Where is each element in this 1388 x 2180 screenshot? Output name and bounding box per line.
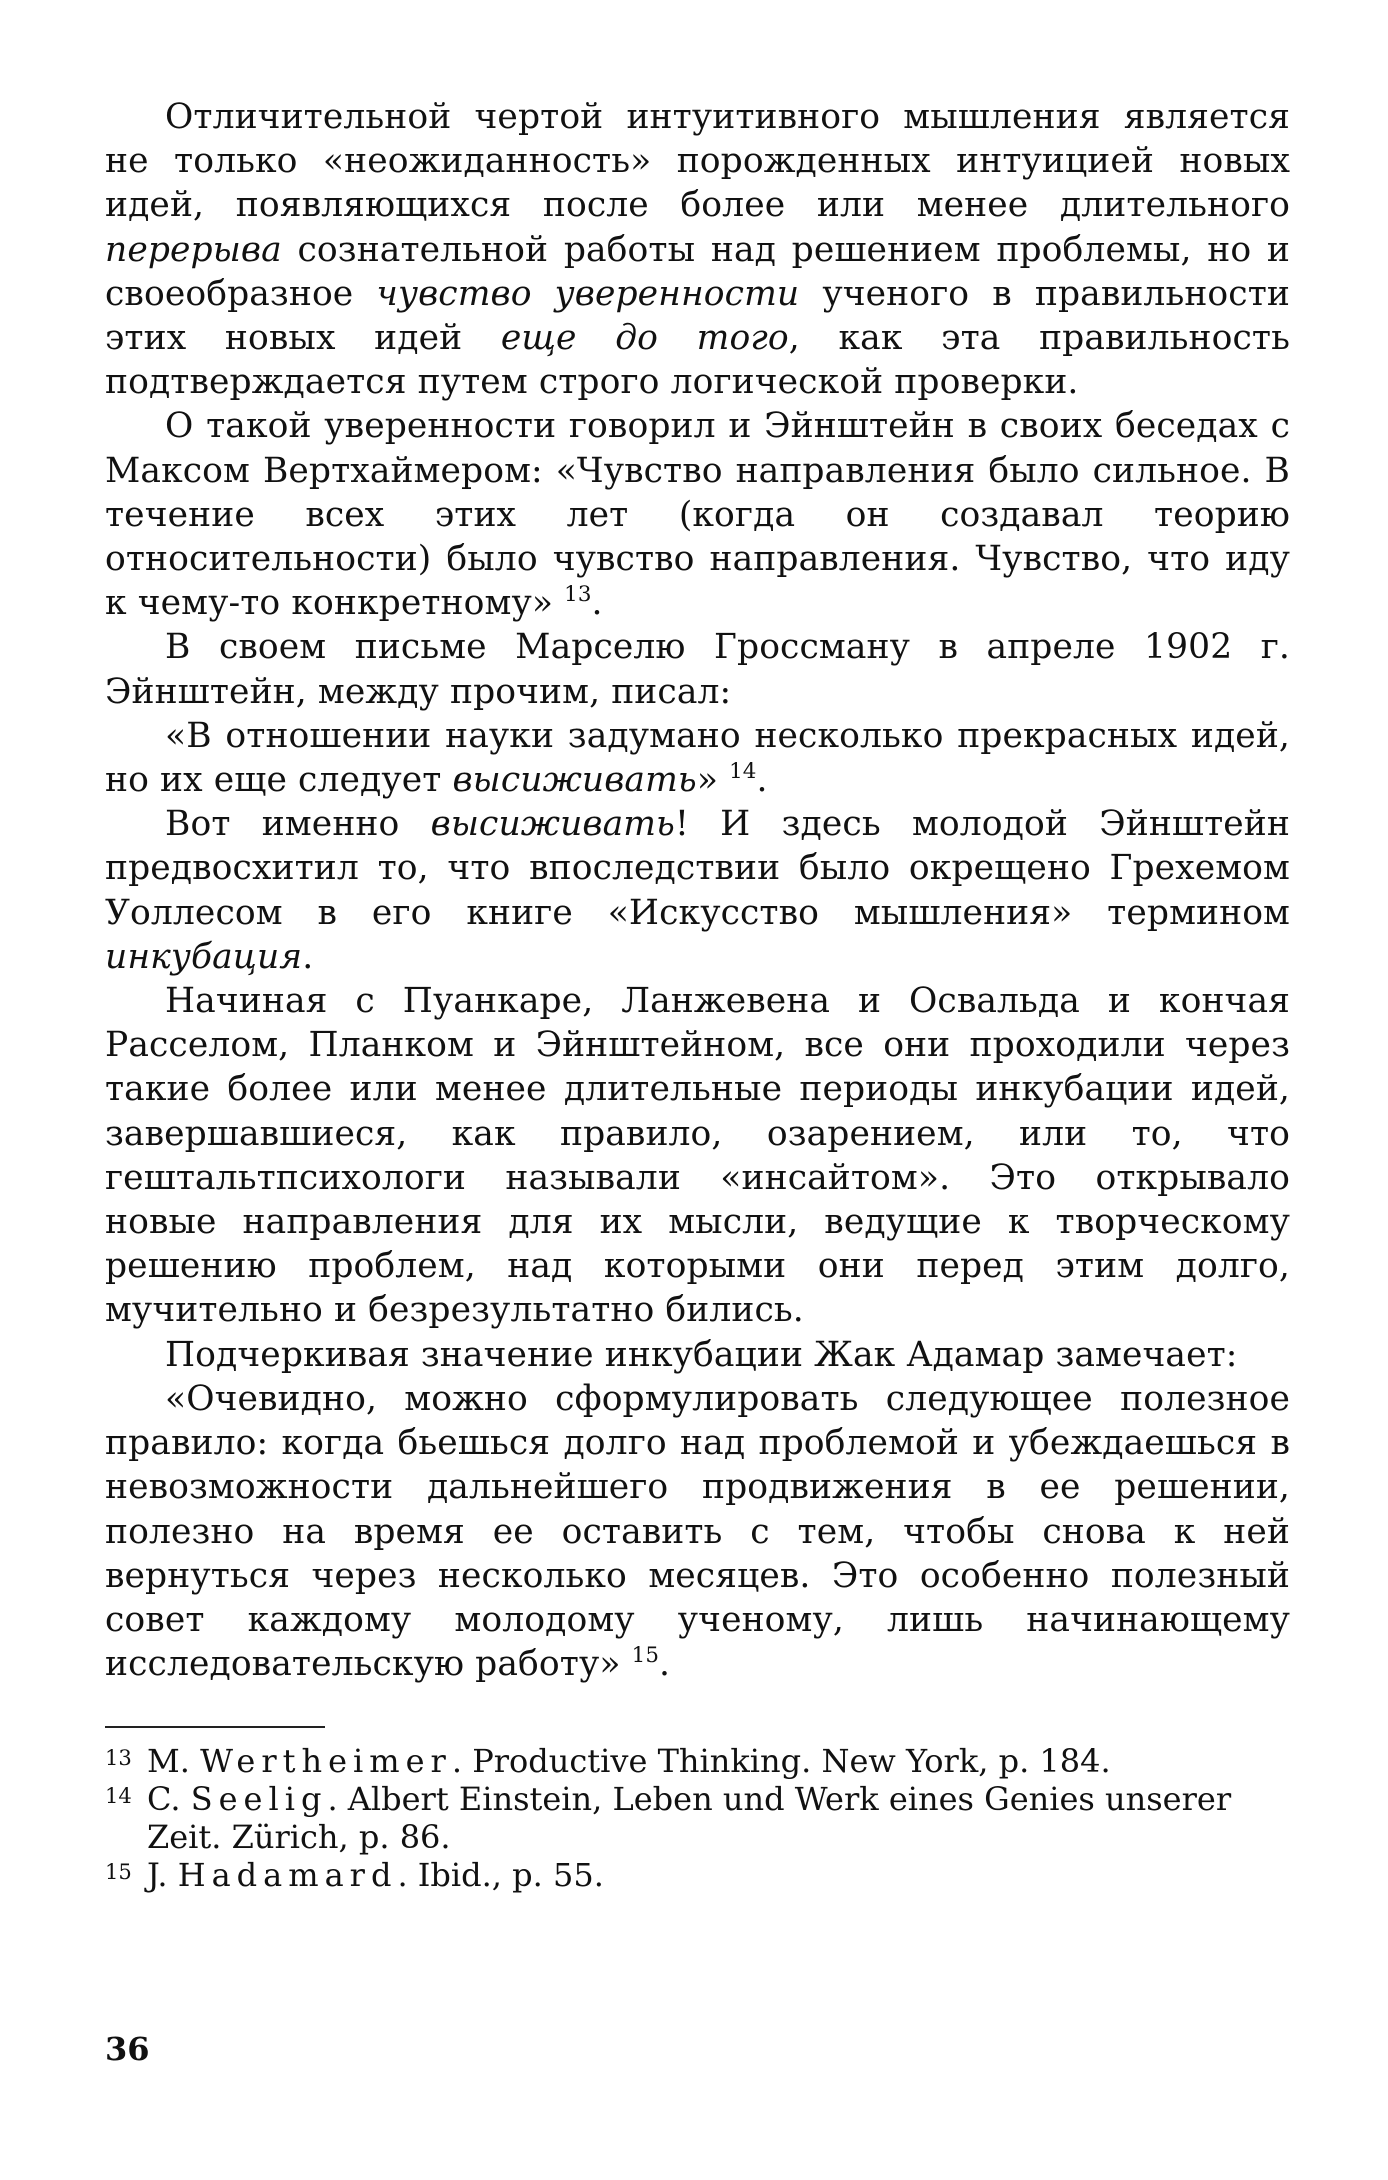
footnote-divider: [105, 1726, 325, 1728]
paragraph: Отличительной чертой интуитивного мышления является не только «неожиданность» порожденных интуицией новых идей, появляющихся после более или менее длительного перерыва сознательной работы над решением проблемы, но и своеобразное чувство уверенности ученого в правильности этих новых идей еще до того, как эта правильность подтверждается путем строго логической проверки.: [105, 97, 1290, 403]
paragraph-quote: «В отношении науки задумано несколько прекрасных идей, но их еще следует высиживать» $^{14}$.: [105, 715, 1290, 801]
footnote-14: 14 C. Seelig. Albert Einstein, Leben und Werk eines Genies unserer Zeit. Zürich, p. 86.: [105, 1780, 1232, 1857]
footnote-ref-13: 13: [564, 582, 592, 608]
footnote-13: 13 M. Wertheimer. Productive Thinking. New York, p. 184.: [105, 1742, 1111, 1781]
footnote-15: 15 J. Hadamard. Ibid., p. 55.: [105, 1856, 604, 1895]
paragraph-quote: «Очевидно, можно сформулировать следующее полезное правило: когда бьешься долго над проблемой и убеждаешься в невозможности дальнейшего продвижения в ее решении, полезно на время ее оставить с тем, чтобы снова к ней вернуться через несколько месяцев. Это особенно полезный совет каждому молодому ученому, лишь начинающему исследовательскую работу» $^{15}$.: [105, 1378, 1290, 1685]
page-content: [105, 95, 1290, 1894]
footnote-ref-14: 14: [729, 759, 757, 785]
paragraph: Подчеркивая значение инкубации Жак Адамар замечает:: [165, 1334, 1238, 1375]
footnotes: [105, 1742, 1290, 1894]
page-number: 36: [105, 2030, 150, 2068]
paragraph: В своем письме Марселю Гроссману в апреле 1902 г. Эйнштейн, между прочим, писал:: [105, 627, 1290, 712]
footnote-ref-15: 15: [631, 1643, 660, 1669]
paragraph: Вот именно высиживать! И здесь молодой Эйнштейн предвосхитил то, что впоследствии было окрещено Грехемом Уоллесом в его книге «Искусство мышления» термином инкубация.: [105, 804, 1290, 977]
paragraph: Начиная с Пуанкаре, Ланжевена и Освальда и кончая Расселом, Планком и Эйнштейном, все они проходили через такие более или менее длительные периоды инкубации идей, завершавшиеся, как правило, озарением, или то, что гештальтпсихологи называли «инсайтом». Это открывало новые направления для их мысли, ведущие к творческому решению проблем, над которыми они перед этим долго, мучительно и безрезультатно бились.: [105, 981, 1290, 1331]
paragraph: О такой уверенности говорил и Эйнштейн в своих беседах с Максом Вертхаймером: «Чувство направления было сильное. В течение всех этих лет (когда он создавал теорию относительности) было чувство направления. Чувство, что иду к чему-то конкретному» $^{13}$.: [105, 406, 1290, 624]
body-text: [105, 95, 1290, 1686]
